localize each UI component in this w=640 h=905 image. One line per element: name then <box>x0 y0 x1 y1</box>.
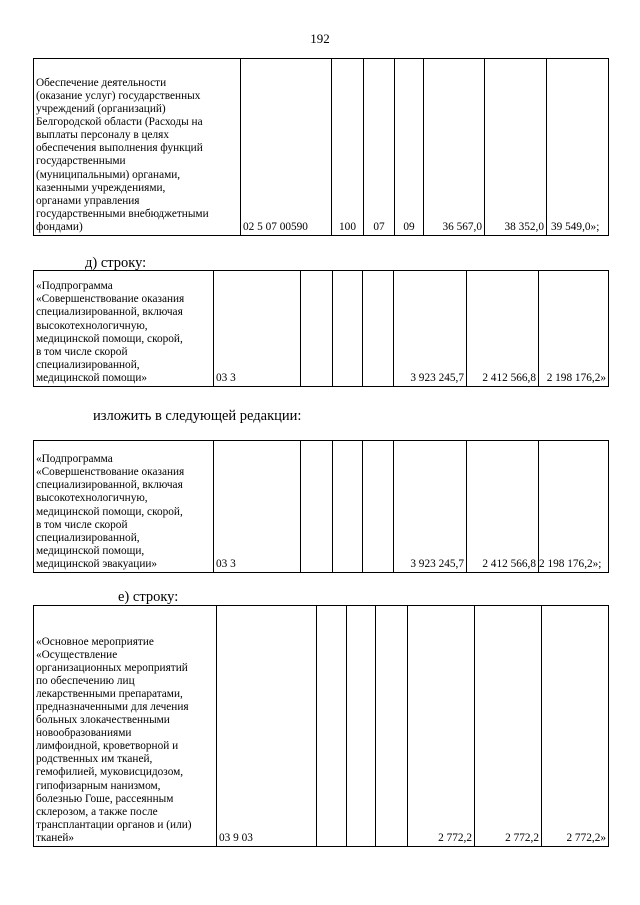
name-line: медицинской эвакуации» <box>36 557 158 570</box>
name-line: лимфоидной, кроветворной и <box>36 740 179 753</box>
name-line: медицинской помощи, <box>36 544 145 557</box>
table2-name-cell <box>34 271 214 387</box>
table2-pr-cell <box>363 271 394 387</box>
page-number: 192 <box>310 31 330 46</box>
name-line: «Основное мероприятие <box>36 635 154 648</box>
name-line: тканей» <box>36 831 75 844</box>
name-line: государственными внебюджетными <box>36 207 209 220</box>
table3-value-3-cell <box>539 441 609 573</box>
table2-kvr-cell <box>301 271 333 387</box>
name-line: больных злокачественными <box>36 714 170 727</box>
name-line: медицинской помощи, скорой, <box>36 332 183 345</box>
table1-pr-cell: 09 <box>395 59 424 236</box>
name-line: Обеспечение деятельности <box>36 76 167 89</box>
table4-value-3-cell: 2 772,2» <box>542 606 609 847</box>
table3-code-cell: 03 3 <box>214 441 301 573</box>
name-line: специализированной, <box>36 531 140 544</box>
name-line: государственными <box>36 155 126 168</box>
name-line: организационных мероприятий <box>36 661 188 674</box>
heading-e: е) строку: <box>118 589 179 605</box>
table4-rz-cell <box>347 606 376 847</box>
name-line: по обеспечению лиц <box>36 674 135 687</box>
table2-rz-cell <box>333 271 363 387</box>
table1-value-2-cell: 38 352,0 <box>485 59 547 236</box>
name-line: Белгородской области (Расходы на <box>36 116 203 129</box>
table1-kvr-cell: 100 <box>332 59 364 236</box>
name-line: (муниципальными) органами, <box>36 168 181 181</box>
name-line: выплаты персоналу в целях <box>36 129 170 142</box>
name-line: «Совершенствование оказания <box>36 466 185 479</box>
table3-value-2-cell: 2 412 566,8 <box>467 441 539 573</box>
name-line: склерозом, а также после <box>36 805 158 818</box>
name-line: учреждений (организаций) <box>36 103 166 116</box>
table2-value-2-cell: 2 412 566,8 <box>467 271 539 387</box>
name-line: специализированной, включая <box>36 479 183 492</box>
table3-name-cell <box>34 441 214 573</box>
name-line: медицинской помощи» <box>36 371 148 384</box>
table1-rz-cell: 07 <box>364 59 395 236</box>
table3-kvr-cell <box>301 441 333 573</box>
name-line: родственных им тканей, <box>36 753 153 766</box>
table1-name-cell <box>34 59 241 236</box>
table4-code-cell: 03 9 03 <box>217 606 317 847</box>
budget-table-row-4 <box>33 605 609 847</box>
table3-rz-cell <box>333 441 363 573</box>
name-line: «Подпрограмма <box>36 453 113 466</box>
table1-value-3-text: 39 549,0»; <box>551 221 600 233</box>
table3-value-3-text: 2 198 176,2»; <box>539 558 602 570</box>
table4-kvr-cell <box>317 606 347 847</box>
name-line: высокотехнологичную, <box>36 319 148 332</box>
table1-value-3-cell <box>547 59 609 236</box>
name-line: обеспечения выполнения функций <box>36 142 203 155</box>
name-line: высокотехнологичную, <box>36 492 148 505</box>
budget-table-row-3 <box>33 440 609 573</box>
name-line: «Осуществление <box>36 648 118 661</box>
name-line: трансплантации органов и (или) <box>36 818 192 831</box>
name-line: специализированной, <box>36 358 140 371</box>
name-line: «Совершенствование оказания <box>36 293 185 306</box>
name-line: органами управления <box>36 194 140 207</box>
table4-value-2-cell: 2 772,2 <box>475 606 542 847</box>
budget-table-row-2 <box>33 270 609 387</box>
name-line: в том числе скорой <box>36 518 128 531</box>
table4-value-1-cell: 2 772,2 <box>408 606 475 847</box>
heading-d: д) строку: <box>85 255 147 271</box>
name-line: предназначенными для лечения <box>36 700 189 713</box>
table1-code-cell: 02 5 07 00590 <box>241 59 332 236</box>
name-line: лекарственными препаратами, <box>36 687 183 700</box>
name-line: гемофилией, муковисцидозом, <box>36 766 184 779</box>
table2-code-cell: 03 3 <box>214 271 301 387</box>
table1-value-1-cell: 36 567,0 <box>424 59 485 236</box>
table2-value-1-cell: 3 923 245,7 <box>394 271 467 387</box>
name-line: казенными учреждениями, <box>36 181 166 194</box>
name-line: «Подпрограмма <box>36 280 113 293</box>
name-line: специализированной, включая <box>36 306 183 319</box>
heading-new-edition: изложить в следующей редакции: <box>93 408 302 424</box>
table3-pr-cell <box>363 441 394 573</box>
name-line: фондами) <box>36 220 83 233</box>
table4-name-cell <box>34 606 217 847</box>
name-line: в том числе скорой <box>36 345 128 358</box>
table2-value-3-cell: 2 198 176,2» <box>539 271 609 387</box>
table3-value-1-cell: 3 923 245,7 <box>394 441 467 573</box>
name-line: болезнью Гоше, рассеянным <box>36 792 174 805</box>
name-line: (оказание услуг) государственных <box>36 89 201 102</box>
name-line: гипофизарным нанизмом, <box>36 779 161 792</box>
table4-pr-cell <box>376 606 408 847</box>
name-line: медицинской помощи, скорой, <box>36 505 183 518</box>
name-line: новообразованиями <box>36 727 132 740</box>
budget-table-row-1 <box>33 58 609 236</box>
